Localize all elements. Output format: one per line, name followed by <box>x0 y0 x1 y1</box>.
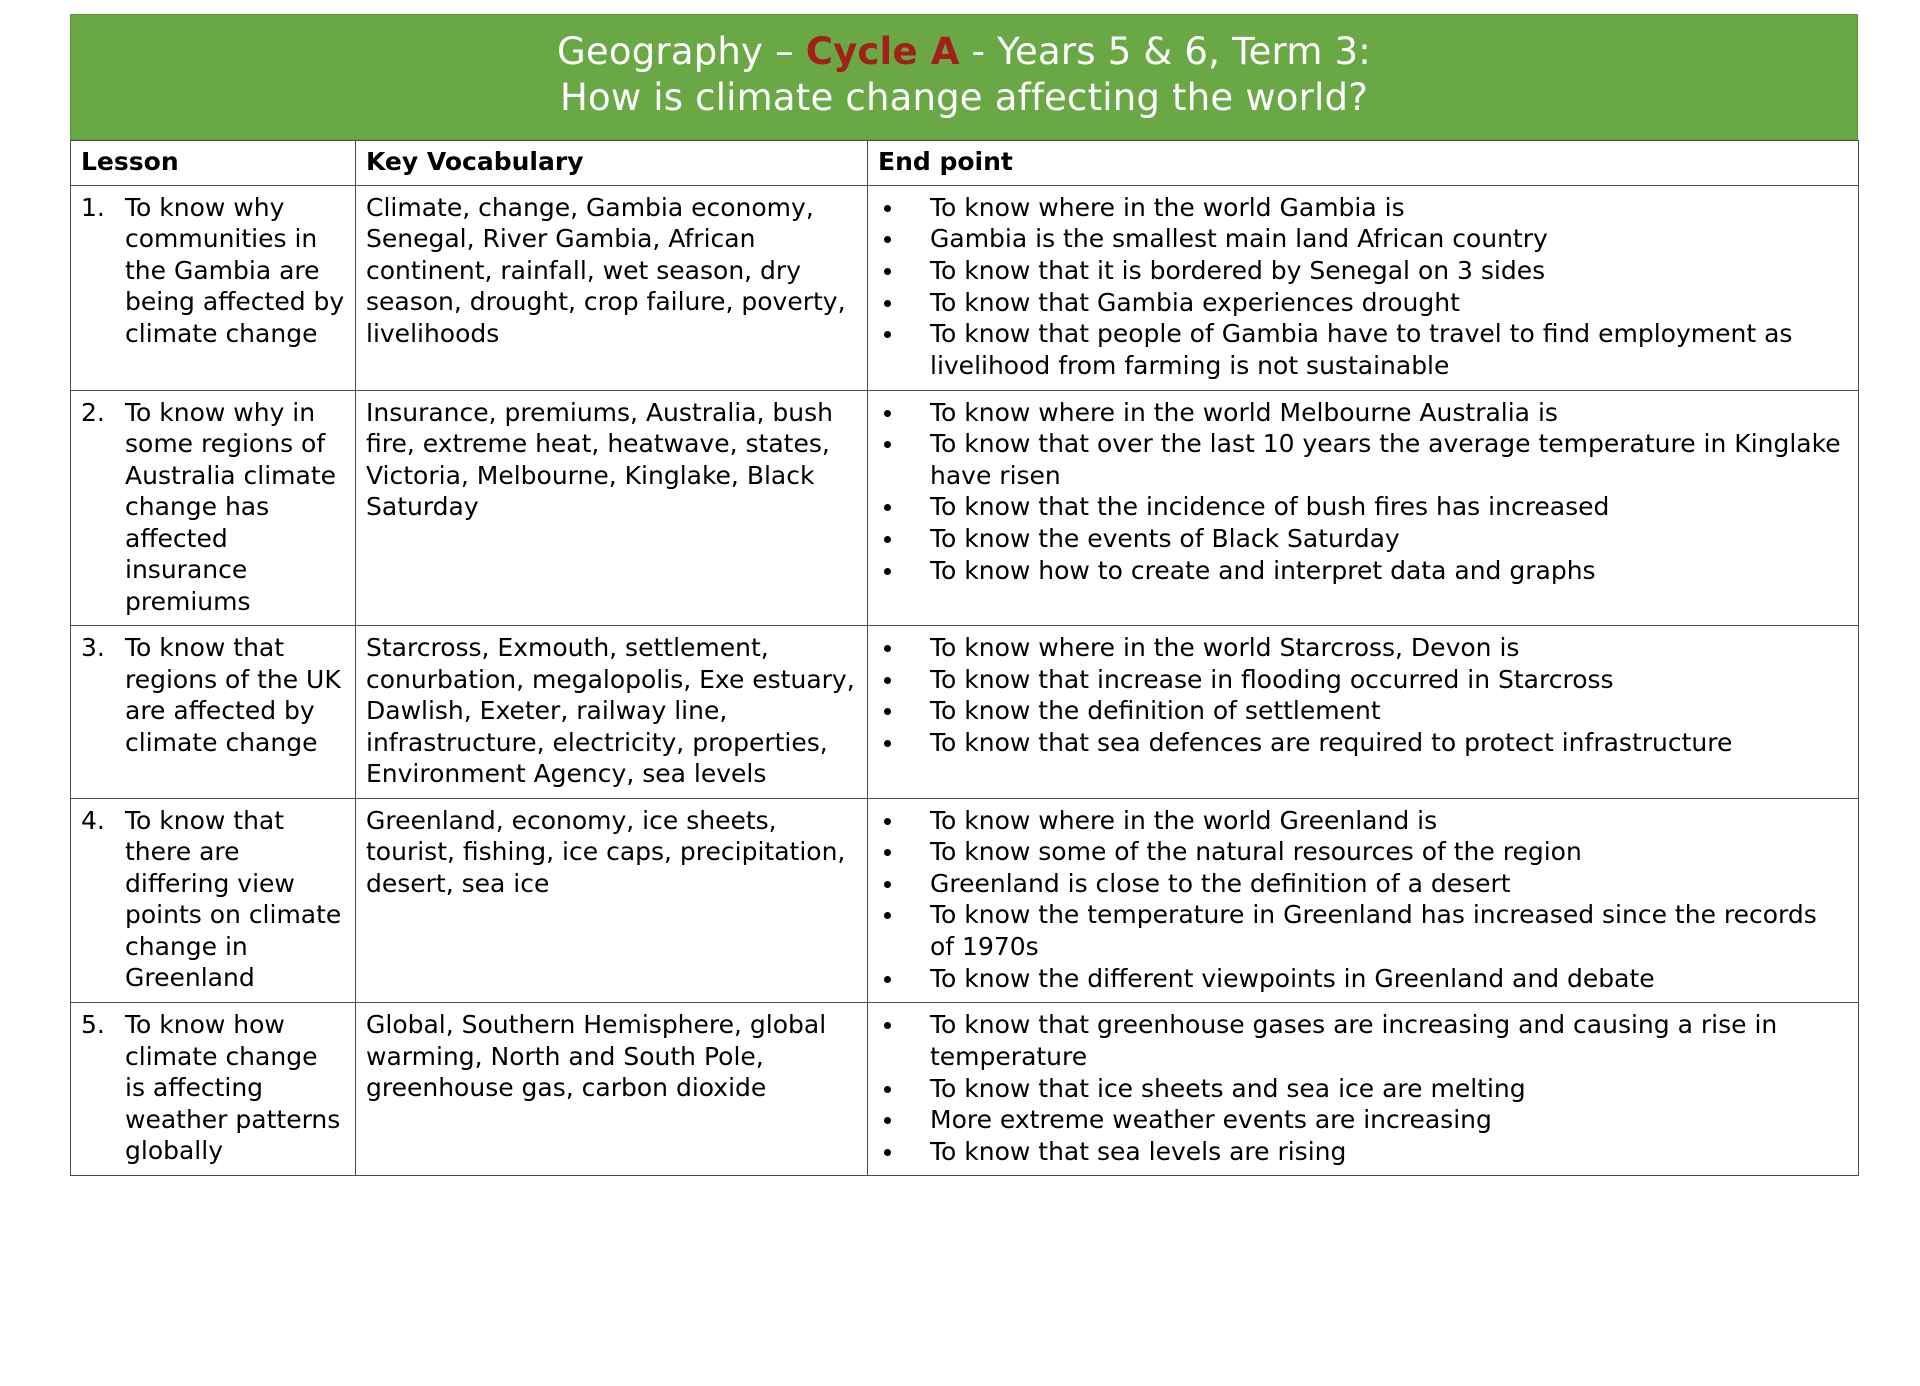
column-header-endpoint: End point <box>868 140 1859 185</box>
bullet-icon <box>884 504 891 511</box>
lesson-cell <box>71 626 356 799</box>
endpoint-text: To know that increase in flooding occurred in Starcross <box>930 664 1614 694</box>
bullet-icon <box>884 645 891 652</box>
endpoint-text: To know where in the world Melbourne Australia is <box>930 397 1558 427</box>
endpoint-text: To know the events of Black Saturday <box>930 524 1400 553</box>
curriculum-table <box>70 140 1859 1177</box>
lesson-objective: To know why communities in the Gambia are being affected by climate change <box>125 192 345 348</box>
endpoint-text: Gambia is the smallest main land African country <box>930 224 1548 254</box>
lesson-number: 1. <box>81 192 105 222</box>
endpoint-item <box>878 223 1848 255</box>
endpoint-text: To know the different viewpoints in Greenland and debate <box>930 963 1655 993</box>
endpoint-cell <box>868 185 1859 390</box>
endpoint-item <box>878 555 1848 587</box>
endpoint-item <box>878 899 1848 962</box>
endpoint-item <box>878 1136 1848 1168</box>
endpoint-list <box>878 805 1848 995</box>
bullet-icon <box>884 912 891 919</box>
table-row <box>71 390 1859 626</box>
endpoint-item <box>878 1073 1848 1105</box>
bullet-icon <box>884 677 891 684</box>
bullet-icon <box>884 536 891 543</box>
lesson-number: 3. <box>81 633 105 662</box>
endpoint-cell <box>868 390 1859 626</box>
endpoint-text: To know that people of Gambia have to travel to find employment as livelihood from farming is not sustainable <box>930 319 1793 380</box>
endpoint-text: To know where in the world Starcross, Devon is <box>930 633 1520 662</box>
endpoint-item <box>878 397 1848 429</box>
endpoint-item <box>878 1104 1848 1136</box>
banner-line-2: How is climate change affecting the world? <box>559 75 1369 119</box>
lesson-objective: To know why in some regions of Australia climate change has affected insurance premiums <box>125 397 337 616</box>
endpoint-text: Greenland is close to the definition of a desert <box>930 868 1511 898</box>
bullet-icon <box>884 1022 891 1029</box>
bullet-icon <box>884 410 891 417</box>
bullet-icon <box>884 881 891 888</box>
vocabulary-cell: Insurance, premiums, Australia, bush fire, extreme heat, heatwave, states, Victoria, Melbourne, Kinglake, Black Saturday <box>356 390 868 626</box>
endpoint-list <box>878 397 1848 587</box>
vocabulary-cell: Greenland, economy, ice sheets, tourist, fishing, ice caps, precipitation, desert, sea ice <box>356 798 868 1003</box>
table-row <box>71 626 1859 799</box>
banner-subject: Geography – <box>557 30 806 73</box>
endpoint-cell <box>868 1003 1859 1176</box>
endpoint-item <box>878 255 1848 287</box>
bullet-icon <box>884 849 891 856</box>
column-header-vocabulary: Key Vocabulary <box>356 140 868 185</box>
vocabulary-cell: Climate, change, Gambia economy, Senegal, River Gambia, African continent, rainfall, wet season, dry season, drought, crop failure, poverty, livelihoods <box>356 185 868 390</box>
bullet-icon <box>884 236 891 243</box>
endpoint-text: More extreme weather events are increasing <box>930 1105 1492 1135</box>
endpoint-item <box>878 428 1848 491</box>
table-header-row <box>71 140 1859 185</box>
endpoint-item <box>878 664 1848 696</box>
bullet-icon <box>884 568 891 575</box>
endpoint-cell <box>868 626 1859 799</box>
lesson-number: 4. <box>81 805 105 835</box>
endpoint-text: To know that ice sheets and sea ice are melting <box>930 1073 1526 1103</box>
endpoint-item <box>878 868 1848 900</box>
endpoint-item <box>878 836 1848 868</box>
endpoint-text: To know where in the world Greenland is <box>930 805 1438 835</box>
bullet-icon <box>884 976 891 983</box>
endpoint-item <box>878 963 1848 995</box>
banner-years-term: - Years 5 & 6, Term 3: <box>959 30 1371 73</box>
endpoint-text: To know where in the world Gambia is <box>930 192 1405 222</box>
lesson-cell <box>71 185 356 390</box>
endpoint-item <box>878 1009 1848 1072</box>
vocabulary-cell: Starcross, Exmouth, settlement, conurbation, megalopolis, Exe estuary, Dawlish, Exeter, railway line, infrastructure, electricity, properties, Environment Agency, sea levels <box>356 626 868 799</box>
endpoint-item <box>878 491 1848 523</box>
vocabulary-cell: Global, Southern Hemisphere, global warming, North and South Pole, greenhouse gas, carbon dioxide <box>356 1003 868 1176</box>
endpoint-text: To know that it is bordered by Senegal on 3 sides <box>930 256 1546 285</box>
table-row <box>71 798 1859 1003</box>
bullet-icon <box>884 1149 891 1156</box>
table-row <box>71 1003 1859 1176</box>
table-row <box>71 185 1859 390</box>
lesson-objective: To know that there are differing view points on climate change in Greenland <box>125 805 342 992</box>
endpoint-cell <box>868 798 1859 1003</box>
endpoint-list <box>878 1009 1848 1167</box>
title-banner <box>70 14 1858 140</box>
endpoint-item <box>878 695 1848 727</box>
endpoint-text: To know that Gambia experiences drought <box>930 287 1460 317</box>
endpoint-list <box>878 192 1848 382</box>
endpoint-item <box>878 805 1848 837</box>
endpoint-item <box>878 287 1848 319</box>
bullet-icon <box>884 300 891 307</box>
endpoint-text: To know that over the last 10 years the average temperature in Kinglake have risen <box>930 429 1841 490</box>
bullet-icon <box>884 268 891 275</box>
endpoint-text: To know the temperature in Greenland has increased since the records of 1970s <box>930 900 1817 961</box>
bullet-icon <box>884 441 891 448</box>
endpoint-text: To know how to create and interpret data and graphs <box>930 555 1596 585</box>
banner-cycle: Cycle A <box>805 30 960 73</box>
endpoint-item <box>878 318 1848 381</box>
table-body <box>71 185 1859 1176</box>
endpoint-text: To know that the incidence of bush fires has increased <box>930 492 1610 522</box>
column-header-lesson: Lesson <box>71 140 356 185</box>
endpoint-item <box>878 727 1848 759</box>
endpoint-text: To know that greenhouse gases are increasing and causing a rise in temperature <box>930 1010 1778 1071</box>
lesson-number: 2. <box>81 397 105 427</box>
banner-line-1 <box>81 29 1847 75</box>
endpoint-text: To know that sea levels are rising <box>930 1136 1347 1166</box>
lesson-number: 5. <box>81 1010 105 1040</box>
endpoint-item <box>878 192 1848 224</box>
endpoint-item <box>878 523 1848 555</box>
bullet-icon <box>884 1117 891 1124</box>
endpoint-text: To know that sea defences are required to protect infrastructure <box>930 727 1733 757</box>
bullet-icon <box>884 818 891 825</box>
endpoint-item <box>878 632 1848 664</box>
lesson-objective: To know that regions of the UK are affected by climate change <box>125 633 341 757</box>
lesson-cell <box>71 390 356 626</box>
lesson-cell <box>71 798 356 1003</box>
bullet-icon <box>884 1086 891 1093</box>
endpoint-list <box>878 632 1848 759</box>
lesson-cell <box>71 1003 356 1176</box>
lesson-objective: To know how climate change is affecting weather patterns globally <box>125 1010 341 1166</box>
endpoint-text: To know the definition of settlement <box>930 696 1381 726</box>
bullet-icon <box>884 740 891 747</box>
bullet-icon <box>884 205 891 212</box>
bullet-icon <box>884 708 891 715</box>
bullet-icon <box>884 331 891 338</box>
endpoint-text: To know some of the natural resources of the region <box>930 837 1582 867</box>
